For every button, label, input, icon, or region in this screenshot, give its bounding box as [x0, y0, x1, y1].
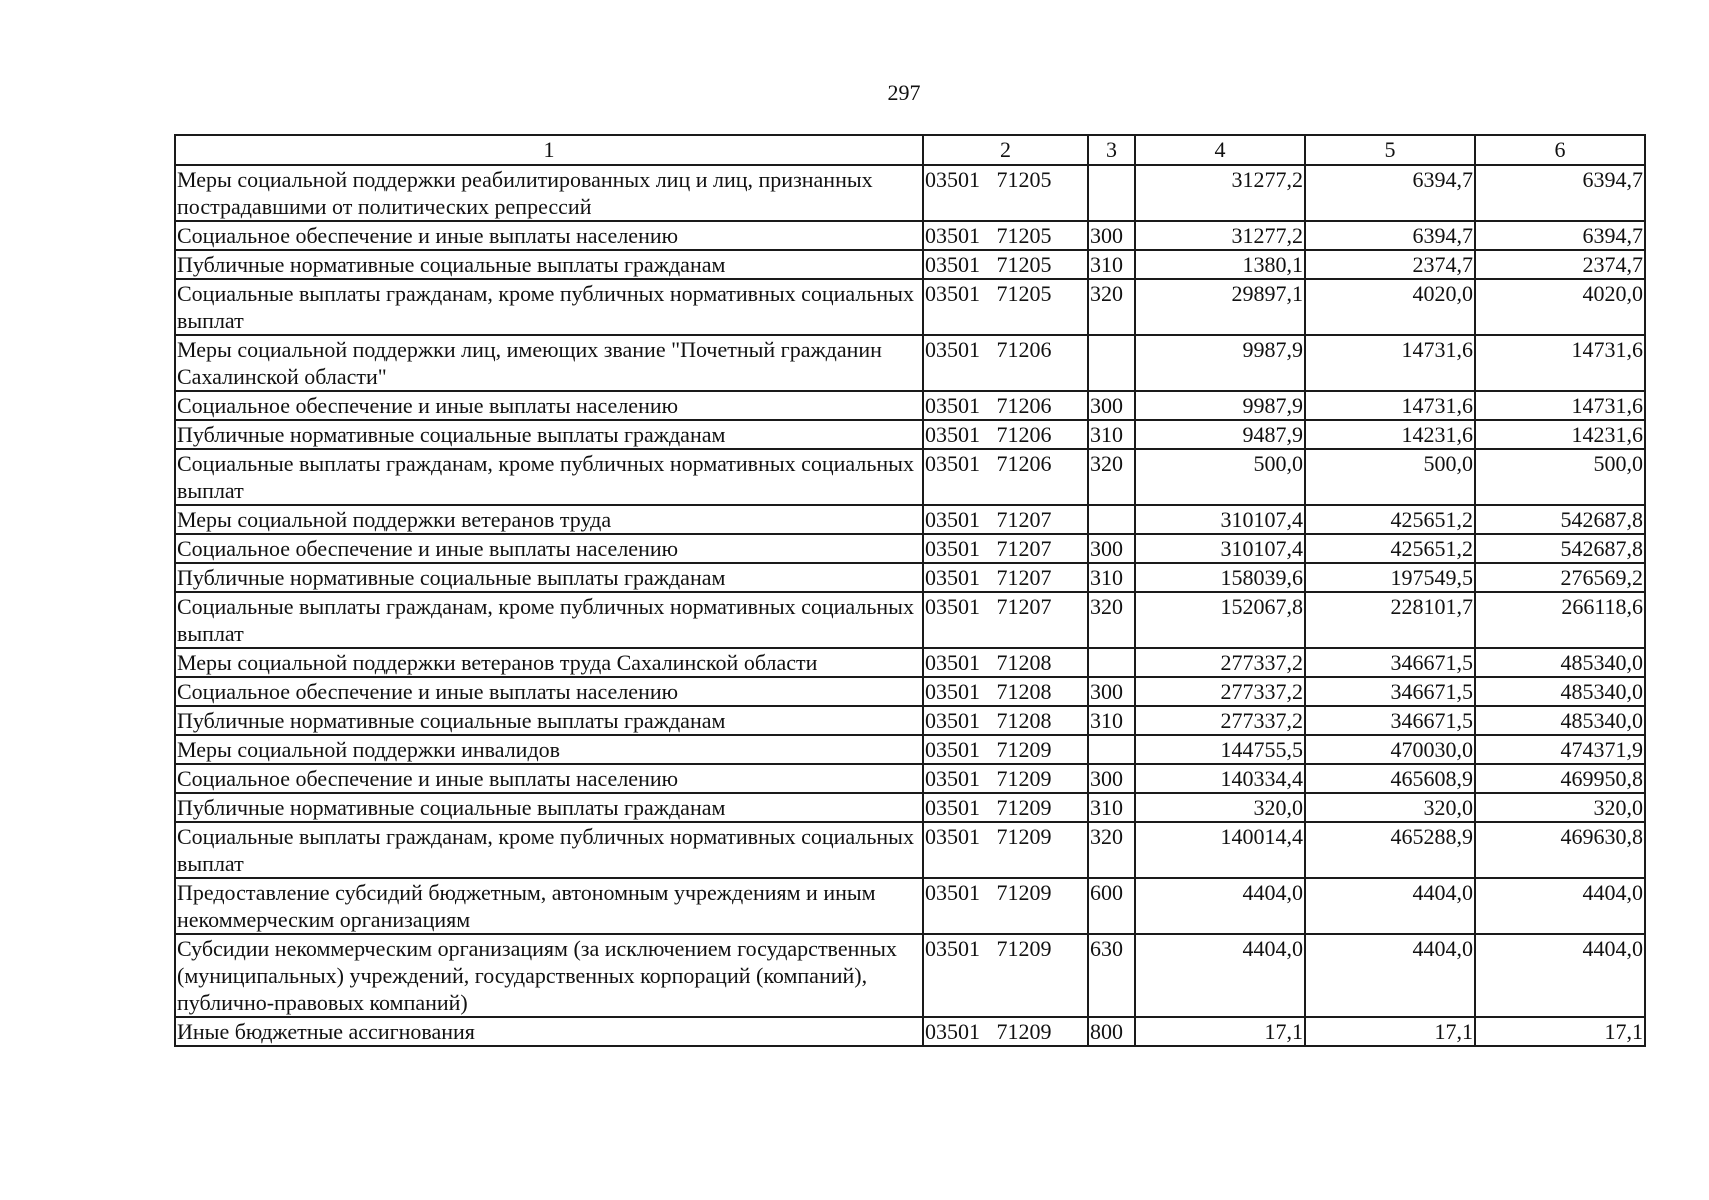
- row-value-5-cell: 17,1: [1305, 1017, 1475, 1046]
- row-value-5-cell: 14231,6: [1305, 420, 1475, 449]
- row-code-cell: 03501 71208: [923, 648, 1088, 677]
- row-name-cell: Социальные выплаты гражданам, кроме публичных нормативных социальных выплат: [175, 822, 923, 878]
- row-name-cell: Меры социальной поддержки реабилитированных лиц и лиц, признанных пострадавшими от политических репрессий: [175, 165, 923, 221]
- row-value-4-cell: 277337,2: [1135, 648, 1305, 677]
- row-type-cell: 310: [1088, 420, 1135, 449]
- row-name-cell: Публичные нормативные социальные выплаты гражданам: [175, 793, 923, 822]
- row-type-cell: [1088, 505, 1135, 534]
- row-value-4-cell: 144755,5: [1135, 735, 1305, 764]
- row-type-cell: [1088, 335, 1135, 391]
- row-value-5-cell: 320,0: [1305, 793, 1475, 822]
- row-value-4-cell: 140014,4: [1135, 822, 1305, 878]
- row-name-cell: Публичные нормативные социальные выплаты гражданам: [175, 706, 923, 735]
- row-name-cell: Социальные выплаты гражданам, кроме публичных нормативных социальных выплат: [175, 449, 923, 505]
- row-name-cell: Социальное обеспечение и иные выплаты населению: [175, 221, 923, 250]
- row-value-6-cell: 500,0: [1475, 449, 1645, 505]
- table-row: [175, 563, 1645, 592]
- row-code-cell: 03501 71206: [923, 335, 1088, 391]
- row-code-cell: 03501 71206: [923, 420, 1088, 449]
- row-value-6-cell: 4020,0: [1475, 279, 1645, 335]
- row-value-4-cell: 310107,4: [1135, 534, 1305, 563]
- row-value-5-cell: 465608,9: [1305, 764, 1475, 793]
- row-value-5-cell: 425651,2: [1305, 505, 1475, 534]
- row-type-cell: 320: [1088, 449, 1135, 505]
- row-code-cell: 03501 71207: [923, 505, 1088, 534]
- row-name-cell: Социальное обеспечение и иные выплаты населению: [175, 677, 923, 706]
- row-type-cell: 310: [1088, 793, 1135, 822]
- row-code-cell: 03501 71208: [923, 706, 1088, 735]
- table-row: [175, 165, 1645, 221]
- row-type-cell: 300: [1088, 391, 1135, 420]
- table-row: [175, 279, 1645, 335]
- row-value-4-cell: 277337,2: [1135, 706, 1305, 735]
- row-code-cell: 03501 71206: [923, 449, 1088, 505]
- row-type-cell: 800: [1088, 1017, 1135, 1046]
- row-name-cell: Социальные выплаты гражданам, кроме публичных нормативных социальных выплат: [175, 592, 923, 648]
- row-value-6-cell: 542687,8: [1475, 534, 1645, 563]
- row-name-cell: Меры социальной поддержки ветеранов труда Сахалинской области: [175, 648, 923, 677]
- row-name-cell: Социальное обеспечение и иные выплаты населению: [175, 764, 923, 793]
- row-type-cell: 300: [1088, 221, 1135, 250]
- row-value-6-cell: 485340,0: [1475, 677, 1645, 706]
- row-value-6-cell: 14231,6: [1475, 420, 1645, 449]
- row-value-4-cell: 158039,6: [1135, 563, 1305, 592]
- row-value-6-cell: 474371,9: [1475, 735, 1645, 764]
- row-value-5-cell: 2374,7: [1305, 250, 1475, 279]
- row-code-cell: 03501 71209: [923, 878, 1088, 934]
- row-type-cell: 630: [1088, 934, 1135, 1017]
- row-value-5-cell: 4020,0: [1305, 279, 1475, 335]
- row-code-cell: 03501 71205: [923, 279, 1088, 335]
- row-value-5-cell: 425651,2: [1305, 534, 1475, 563]
- column-header-2: 2: [923, 135, 1088, 165]
- row-code-cell: 03501 71209: [923, 735, 1088, 764]
- row-value-6-cell: 14731,6: [1475, 335, 1645, 391]
- table-row: [175, 764, 1645, 793]
- column-header-4: 4: [1135, 135, 1305, 165]
- page-number: 297: [887, 80, 921, 105]
- row-value-5-cell: 346671,5: [1305, 648, 1475, 677]
- row-name-cell: Меры социальной поддержки инвалидов: [175, 735, 923, 764]
- column-header-5: 5: [1305, 135, 1475, 165]
- table-row: [175, 505, 1645, 534]
- row-type-cell: 300: [1088, 764, 1135, 793]
- row-code-cell: 03501 71209: [923, 1017, 1088, 1046]
- row-value-6-cell: 485340,0: [1475, 706, 1645, 735]
- row-name-cell: Предоставление субсидий бюджетным, автономным учреждениям и иным некоммерческим организациям: [175, 878, 923, 934]
- row-name-cell: Иные бюджетные ассигнования: [175, 1017, 923, 1046]
- header-row: [175, 135, 1645, 165]
- row-value-4-cell: 31277,2: [1135, 165, 1305, 221]
- table-row: [175, 706, 1645, 735]
- column-header-6: 6: [1475, 135, 1645, 165]
- table-row: [175, 250, 1645, 279]
- row-value-5-cell: 4404,0: [1305, 878, 1475, 934]
- table-row: [175, 534, 1645, 563]
- row-value-6-cell: 2374,7: [1475, 250, 1645, 279]
- row-name-cell: Меры социальной поддержки лиц, имеющих звание "Почетный гражданин Сахалинской области": [175, 335, 923, 391]
- row-name-cell: Социальное обеспечение и иные выплаты населению: [175, 391, 923, 420]
- row-value-6-cell: 320,0: [1475, 793, 1645, 822]
- row-type-cell: 310: [1088, 250, 1135, 279]
- row-code-cell: 03501 71207: [923, 563, 1088, 592]
- table-row: [175, 735, 1645, 764]
- row-value-4-cell: 500,0: [1135, 449, 1305, 505]
- row-code-cell: 03501 71207: [923, 534, 1088, 563]
- row-value-5-cell: 500,0: [1305, 449, 1475, 505]
- row-value-6-cell: 14731,6: [1475, 391, 1645, 420]
- row-value-5-cell: 14731,6: [1305, 391, 1475, 420]
- row-value-6-cell: 276569,2: [1475, 563, 1645, 592]
- row-code-cell: 03501 71209: [923, 934, 1088, 1017]
- row-value-4-cell: 310107,4: [1135, 505, 1305, 534]
- row-type-cell: 320: [1088, 822, 1135, 878]
- row-code-cell: 03501 71205: [923, 221, 1088, 250]
- row-code-cell: 03501 71209: [923, 822, 1088, 878]
- row-type-cell: 300: [1088, 677, 1135, 706]
- row-value-4-cell: 320,0: [1135, 793, 1305, 822]
- row-name-cell: Социальное обеспечение и иные выплаты населению: [175, 534, 923, 563]
- row-value-5-cell: 465288,9: [1305, 822, 1475, 878]
- row-value-5-cell: 14731,6: [1305, 335, 1475, 391]
- table-row: [175, 391, 1645, 420]
- row-type-cell: [1088, 648, 1135, 677]
- row-value-5-cell: 346671,5: [1305, 677, 1475, 706]
- table-row: [175, 420, 1645, 449]
- row-type-cell: 320: [1088, 592, 1135, 648]
- row-value-6-cell: 17,1: [1475, 1017, 1645, 1046]
- row-value-5-cell: 6394,7: [1305, 165, 1475, 221]
- row-value-5-cell: 6394,7: [1305, 221, 1475, 250]
- row-code-cell: 03501 71205: [923, 165, 1088, 221]
- row-code-cell: 03501 71209: [923, 793, 1088, 822]
- row-value-5-cell: 346671,5: [1305, 706, 1475, 735]
- row-value-6-cell: 469630,8: [1475, 822, 1645, 878]
- row-value-4-cell: 152067,8: [1135, 592, 1305, 648]
- table-row: [175, 934, 1645, 1017]
- table-body: [175, 165, 1645, 1046]
- row-value-4-cell: 4404,0: [1135, 878, 1305, 934]
- row-value-6-cell: 6394,7: [1475, 221, 1645, 250]
- row-name-cell: Субсидии некоммерческим организациям (за исключением государственных (муниципальных) учреждений, государственных корпораций (компаний), публично-правовых компаний): [175, 934, 923, 1017]
- table-row: [175, 648, 1645, 677]
- row-name-cell: Публичные нормативные социальные выплаты гражданам: [175, 563, 923, 592]
- row-type-cell: [1088, 735, 1135, 764]
- row-value-6-cell: 4404,0: [1475, 934, 1645, 1017]
- row-name-cell: Публичные нормативные социальные выплаты гражданам: [175, 420, 923, 449]
- table-row: [175, 335, 1645, 391]
- row-name-cell: Публичные нормативные социальные выплаты гражданам: [175, 250, 923, 279]
- row-value-6-cell: 469950,8: [1475, 764, 1645, 793]
- row-value-4-cell: 9987,9: [1135, 335, 1305, 391]
- row-value-4-cell: 9987,9: [1135, 391, 1305, 420]
- row-value-4-cell: 17,1: [1135, 1017, 1305, 1046]
- table-row: [175, 878, 1645, 934]
- row-value-5-cell: 4404,0: [1305, 934, 1475, 1017]
- row-value-4-cell: 4404,0: [1135, 934, 1305, 1017]
- table-row: [175, 677, 1645, 706]
- row-value-6-cell: 266118,6: [1475, 592, 1645, 648]
- column-header-1: 1: [175, 135, 923, 165]
- row-value-5-cell: 470030,0: [1305, 735, 1475, 764]
- column-header-3: 3: [1088, 135, 1135, 165]
- row-type-cell: 310: [1088, 563, 1135, 592]
- row-value-4-cell: 277337,2: [1135, 677, 1305, 706]
- table-row: [175, 793, 1645, 822]
- row-name-cell: Меры социальной поддержки ветеранов труда: [175, 505, 923, 534]
- table-row: [175, 1017, 1645, 1046]
- table-row: [175, 449, 1645, 505]
- table-row: [175, 822, 1645, 878]
- row-code-cell: 03501 71209: [923, 764, 1088, 793]
- budget-table: [174, 134, 1646, 1047]
- row-value-4-cell: 140334,4: [1135, 764, 1305, 793]
- row-code-cell: 03501 71207: [923, 592, 1088, 648]
- row-code-cell: 03501 71206: [923, 391, 1088, 420]
- row-value-4-cell: 9487,9: [1135, 420, 1305, 449]
- row-name-cell: Социальные выплаты гражданам, кроме публичных нормативных социальных выплат: [175, 279, 923, 335]
- row-code-cell: 03501 71208: [923, 677, 1088, 706]
- row-type-cell: 600: [1088, 878, 1135, 934]
- row-value-6-cell: 4404,0: [1475, 878, 1645, 934]
- table-row: [175, 221, 1645, 250]
- row-type-cell: 310: [1088, 706, 1135, 735]
- row-type-cell: 300: [1088, 534, 1135, 563]
- row-value-6-cell: 485340,0: [1475, 648, 1645, 677]
- row-value-4-cell: 31277,2: [1135, 221, 1305, 250]
- row-value-5-cell: 197549,5: [1305, 563, 1475, 592]
- row-value-5-cell: 228101,7: [1305, 592, 1475, 648]
- row-value-6-cell: 542687,8: [1475, 505, 1645, 534]
- row-value-6-cell: 6394,7: [1475, 165, 1645, 221]
- table-row: [175, 592, 1645, 648]
- row-value-4-cell: 29897,1: [1135, 279, 1305, 335]
- row-type-cell: [1088, 165, 1135, 221]
- row-value-4-cell: 1380,1: [1135, 250, 1305, 279]
- row-type-cell: 320: [1088, 279, 1135, 335]
- row-code-cell: 03501 71205: [923, 250, 1088, 279]
